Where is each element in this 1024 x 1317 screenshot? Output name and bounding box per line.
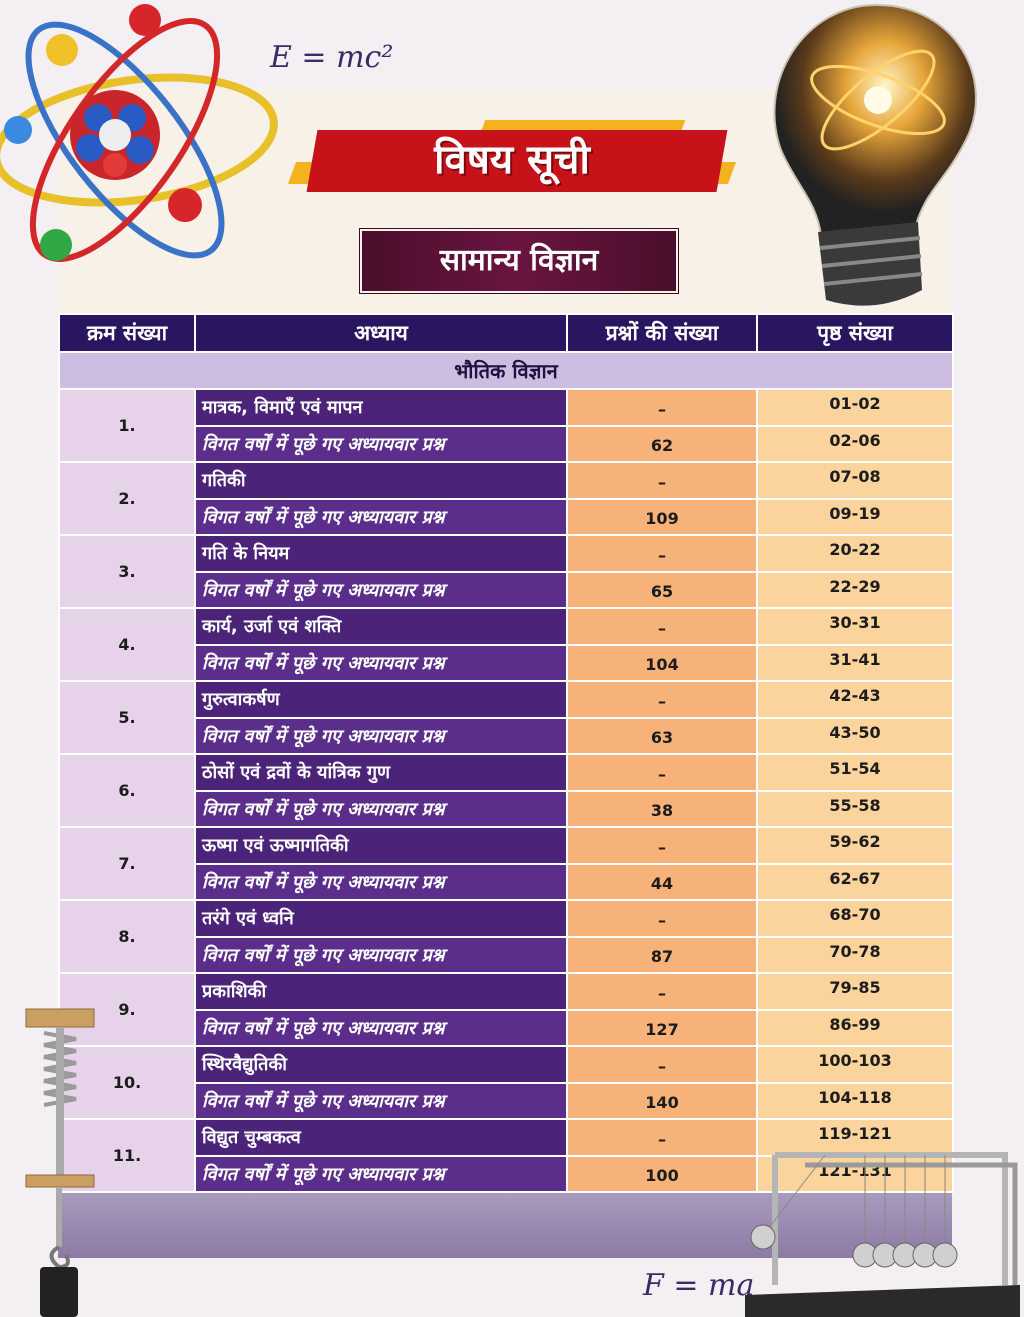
previous-years-questions-label: विगत वर्षों में पूछे गए अध्यायवार प्रश्न xyxy=(195,1010,567,1047)
table-row xyxy=(59,389,953,426)
question-count: 127 xyxy=(567,1010,757,1047)
page-range: 119-121 xyxy=(757,1119,953,1156)
chapter-title: गति के नियम xyxy=(195,535,567,572)
previous-years-questions-label: विगत वर्षों में पूछे गए अध्यायवार प्रश्न xyxy=(195,718,567,755)
chapter-title: ठोसों एवं द्रवों के यांत्रिक गुण xyxy=(195,754,567,791)
previous-years-questions-label: विगत वर्षों में पूछे गए अध्यायवार प्रश्न xyxy=(195,791,567,828)
chapter-title: मात्रक, विमाएँ एवं मापन xyxy=(195,389,567,426)
header-question-count: प्रश्नों की संख्या xyxy=(567,314,757,352)
table-row xyxy=(59,827,953,864)
question-count: – xyxy=(567,535,757,572)
page-title: विषय सूची xyxy=(434,137,590,183)
serial-number: 11. xyxy=(59,1119,195,1192)
previous-years-questions-label: विगत वर्षों में पूछे गए अध्यायवार प्रश्न xyxy=(195,426,567,463)
serial-number: 2. xyxy=(59,462,195,535)
question-count: 38 xyxy=(567,791,757,828)
question-count: 109 xyxy=(567,499,757,536)
page-range: 59-62 xyxy=(757,827,953,864)
page-range: 07-08 xyxy=(757,462,953,499)
formula-emc: E = mc² xyxy=(270,40,394,75)
header-serial: क्रम संख्या xyxy=(59,314,195,352)
section-row xyxy=(59,352,953,389)
question-count: 100 xyxy=(567,1156,757,1193)
previous-years-questions-label: विगत वर्षों में पूछे गए अध्यायवार प्रश्न xyxy=(195,864,567,901)
serial-number: 7. xyxy=(59,827,195,900)
subtitle-banner: सामान्य विज्ञान xyxy=(360,229,678,293)
chapter-title: गतिकी xyxy=(195,462,567,499)
page-range: 100-103 xyxy=(757,1046,953,1083)
question-count: – xyxy=(567,681,757,718)
page-range: 104-118 xyxy=(757,1083,953,1120)
question-count: – xyxy=(567,973,757,1010)
formula-fma: F = ma xyxy=(643,1268,755,1303)
page-range: 51-54 xyxy=(757,754,953,791)
question-count: 44 xyxy=(567,864,757,901)
chapter-title: विद्युत चुम्बकत्व xyxy=(195,1119,567,1156)
page-range: 02-06 xyxy=(757,426,953,463)
serial-number: 5. xyxy=(59,681,195,754)
chapter-title: तरंगे एवं ध्वनि xyxy=(195,900,567,937)
serial-number: 3. xyxy=(59,535,195,608)
serial-number: 1. xyxy=(59,389,195,462)
question-count: 104 xyxy=(567,645,757,682)
title-banner xyxy=(292,118,732,206)
previous-years-questions-label: विगत वर्षों में पूछे गए अध्यायवार प्रश्न xyxy=(195,1156,567,1193)
previous-years-questions-label: विगत वर्षों में पूछे गए अध्यायवार प्रश्न xyxy=(195,937,567,974)
atom-icon xyxy=(0,0,290,300)
table-row xyxy=(59,608,953,645)
page-range: 86-99 xyxy=(757,1010,953,1047)
question-count: – xyxy=(567,1119,757,1156)
question-count: 65 xyxy=(567,572,757,609)
section-title: भौतिक विज्ञान xyxy=(59,352,953,389)
page-range: 62-67 xyxy=(757,864,953,901)
newtons-cradle-icon xyxy=(745,1145,1020,1317)
question-count: 140 xyxy=(567,1083,757,1120)
question-count: – xyxy=(567,1046,757,1083)
page-range: 22-29 xyxy=(757,572,953,609)
chapter-title: ऊष्मा एवं ऊष्मागतिकी xyxy=(195,827,567,864)
contents-table xyxy=(58,313,954,1193)
chapter-title: प्रकाशिकी xyxy=(195,973,567,1010)
page-range: 01-02 xyxy=(757,389,953,426)
chapter-title: कार्य, उर्जा एवं शक्ति xyxy=(195,608,567,645)
page-range: 55-58 xyxy=(757,791,953,828)
table-row xyxy=(59,1046,953,1083)
serial-number: 9. xyxy=(59,973,195,1046)
page-range: 30-31 xyxy=(757,608,953,645)
question-count: – xyxy=(567,827,757,864)
table-row xyxy=(59,973,953,1010)
question-count: – xyxy=(567,900,757,937)
serial-number: 6. xyxy=(59,754,195,827)
header-page-number: पृष्ठ संख्या xyxy=(757,314,953,352)
question-count: – xyxy=(567,754,757,791)
page-range: 31-41 xyxy=(757,645,953,682)
table-row xyxy=(59,462,953,499)
page-range: 79-85 xyxy=(757,973,953,1010)
table-row xyxy=(59,535,953,572)
serial-number: 8. xyxy=(59,900,195,973)
header-chapter: अध्याय xyxy=(195,314,567,352)
table-header-row xyxy=(59,314,953,352)
previous-years-questions-label: विगत वर्षों में पूछे गए अध्यायवार प्रश्न xyxy=(195,645,567,682)
page-range: 42-43 xyxy=(757,681,953,718)
question-count: 63 xyxy=(567,718,757,755)
table-row xyxy=(59,900,953,937)
page-range: 43-50 xyxy=(757,718,953,755)
page-range: 09-19 xyxy=(757,499,953,536)
page-range: 20-22 xyxy=(757,535,953,572)
table-row xyxy=(59,754,953,791)
page-range: 70-78 xyxy=(757,937,953,974)
page-range: 68-70 xyxy=(757,900,953,937)
previous-years-questions-label: विगत वर्षों में पूछे गए अध्यायवार प्रश्न xyxy=(195,572,567,609)
serial-number: 4. xyxy=(59,608,195,681)
chapter-title: स्थिरवैद्युतिकी xyxy=(195,1046,567,1083)
question-count: – xyxy=(567,462,757,499)
table-row xyxy=(59,681,953,718)
question-count: – xyxy=(567,389,757,426)
spring-icon xyxy=(22,1005,102,1317)
light-bulb-icon xyxy=(726,0,986,315)
question-count: 87 xyxy=(567,937,757,974)
chapter-title: गुरुत्वाकर्षण xyxy=(195,681,567,718)
previous-years-questions-label: विगत वर्षों में पूछे गए अध्यायवार प्रश्न xyxy=(195,499,567,536)
page-range: 121-131 xyxy=(757,1156,953,1193)
question-count: 62 xyxy=(567,426,757,463)
serial-number: 10. xyxy=(59,1046,195,1119)
question-count: – xyxy=(567,608,757,645)
previous-years-questions-label: विगत वर्षों में पूछे गए अध्यायवार प्रश्न xyxy=(195,1083,567,1120)
